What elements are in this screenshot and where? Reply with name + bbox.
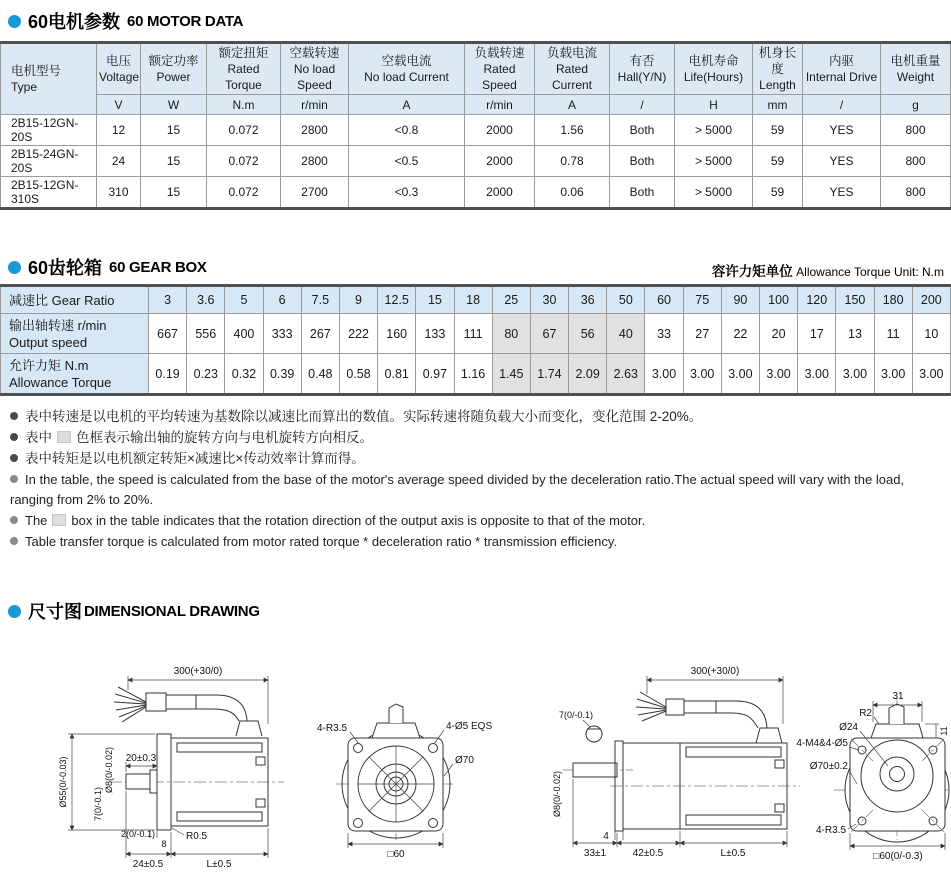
motor-cell: 2700 [281, 177, 349, 209]
gearbox-title-en: 60 GEAR BOX [109, 258, 207, 276]
motor-table-row [1, 146, 951, 177]
motor-unit-2: W [141, 95, 207, 115]
gearbox-cell: 0.48 [301, 354, 339, 395]
gearbox-title-zh: 60齿轮箱 [28, 258, 103, 278]
dim-flange-dia: Ø55(0/-0.03) [58, 756, 68, 808]
gearbox-cell: 0.19 [149, 354, 187, 395]
gearbox-cell: 60 [645, 286, 683, 314]
gearbox-cell: 25 [492, 286, 530, 314]
dim-shaft-len: 33±1 [583, 848, 607, 859]
motor-cell: YES [803, 115, 881, 146]
gearbox-cell: 3.00 [721, 354, 759, 395]
gearbox-cell: 22 [721, 314, 759, 354]
note-text: box in the table indicates that the rotation direction of the output axis is opposite to that of the motor. [71, 513, 646, 528]
motor-cell: 2800 [281, 115, 349, 146]
dim-holes: 4-M4&4-Ø5 [796, 738, 848, 749]
gearbox-row-label: 减速比 Gear Ratio [1, 286, 149, 314]
gearbox-cell: 10 [912, 314, 950, 354]
motor-unit-10: mm [753, 95, 803, 115]
motor-table-body [1, 115, 951, 209]
section-bullet-icon [8, 15, 21, 28]
gearbox-cell: 15 [416, 286, 454, 314]
note-bullet-icon [10, 475, 18, 483]
gearbox-cell: 3 [149, 286, 187, 314]
gearbox-cell: 120 [798, 286, 836, 314]
note-bullet-icon [10, 537, 18, 545]
gearbox-cell: 150 [836, 286, 874, 314]
dim-pilot-dia: Ø70±0.2 [809, 761, 848, 772]
motor-unit-6: r/min [465, 95, 535, 115]
note-text: The [25, 513, 48, 528]
dim-body-len: L±0.5 [720, 848, 746, 859]
dim-gearbox-len: 42±0.5 [632, 848, 664, 859]
motor-table-row [1, 177, 951, 209]
section-drawing-title [0, 598, 950, 624]
motor-cell: 1.56 [535, 115, 610, 146]
dim-step: 2(0/-0.1) [120, 829, 156, 839]
motor-col-4: 空载转速 No load Speed [281, 43, 349, 95]
gearbox-cell: 20 [760, 314, 798, 354]
dim-circle-dia: Ø70 [455, 755, 474, 766]
motor-unit-9: H [675, 95, 753, 115]
motor-unit-7: A [535, 95, 610, 115]
motor-unit-1: V [97, 95, 141, 115]
gearbox-cell: 333 [263, 314, 301, 354]
section-bullet-icon [8, 605, 21, 618]
motor-cell: 59 [753, 146, 803, 177]
motor-cell: 2000 [465, 115, 535, 146]
gearbox-cell: 11 [874, 314, 912, 354]
gearbox-row [1, 286, 951, 314]
note-text: Table transfer torque is calculated from motor rated torque * deceleration ratio * transmission efficiency. [25, 534, 618, 549]
dim-holes: 4-Ø5 EQS [446, 721, 493, 732]
motor-cell: 2B15-12GN-310S [1, 177, 97, 209]
gearbox-cell: 0.23 [187, 354, 225, 395]
gearbox-cell: 33 [645, 314, 683, 354]
note-bullet-icon [10, 433, 18, 441]
motor-table-head [1, 43, 951, 115]
torque-unit-note: 容许力矩单位 Allowance Torque Unit: N.m [711, 264, 944, 279]
dim-boss-len: 8 [161, 839, 167, 849]
motor-title-zh: 60电机参数 [28, 12, 121, 32]
gearbox-cell: 667 [149, 314, 187, 354]
dim-boss-radius: R2 [859, 708, 872, 719]
gearbox-cell: 100 [760, 286, 798, 314]
gearbox-table [0, 284, 951, 396]
motor-col-7: 负载电流 Rated Current [535, 43, 610, 95]
gearbox-cell: 111 [454, 314, 492, 354]
drawing-title-zh: 尺寸图 [28, 602, 82, 622]
motor-cell: 15 [141, 146, 207, 177]
note-line [10, 532, 950, 552]
motor-cell: 0.78 [535, 146, 610, 177]
motor-cell: 0.072 [207, 177, 281, 209]
dimensional-drawings [0, 624, 950, 881]
gearbox-cell: 75 [683, 286, 721, 314]
motor-col-2: 额定功率 Power [141, 43, 207, 95]
gearbox-cell: 30 [530, 286, 568, 314]
motor-cell: 0.06 [535, 177, 610, 209]
motor-cell: > 5000 [675, 177, 753, 209]
gearbox-cell: 2.63 [607, 354, 645, 395]
motor-col-3: 额定扭矩 Rated Torque [207, 43, 281, 95]
section-gearbox-title [0, 254, 207, 280]
dim-boss-width: 31 [892, 691, 904, 702]
motor-cell: 2B15-12GN-20S [1, 115, 97, 146]
motor-cell: 0.072 [207, 146, 281, 177]
note-bullet-icon [10, 412, 18, 420]
dim-cable-length: 300(+30/0) [690, 666, 740, 677]
note-text: 色框表示输出轴的旋转方向与电机旋转方向相反。 [76, 430, 373, 445]
note-text: 表中转速是以电机的平均转速为基数除以减速比而算出的数值。实际转速将随负载大小而变化，变化范围 2-20%。 [25, 409, 703, 424]
gearbox-cell: 6 [263, 286, 301, 314]
gearbox-cell: 5 [225, 286, 263, 314]
note-text: 表中转矩是以电机额定转矩×减速比×传动效率计算而得。 [25, 451, 365, 466]
dim-boss-dia: Ø24 [839, 722, 858, 733]
drawings-canvas [0, 624, 950, 876]
gearbox-row-label: 输出轴转速 r/min Output speed [1, 314, 149, 354]
dim-cable-length: 300(+30/0) [173, 666, 223, 677]
gearbox-cell: 56 [569, 314, 607, 354]
gearbox-cell: 267 [301, 314, 339, 354]
motor-col-6: 负载转速 Rated Speed [465, 43, 535, 95]
gearbox-cell: 200 [912, 286, 950, 314]
gearbox-cell: 2.09 [569, 354, 607, 395]
motor-cell: 59 [753, 115, 803, 146]
gearbox-cell: 0.39 [263, 354, 301, 395]
gearbox-cell: 0.81 [378, 354, 416, 395]
gearbox-table-body [1, 286, 951, 395]
motor-cell: Both [610, 115, 675, 146]
drawing-motor-front [317, 704, 492, 860]
note-text: In the table, the speed is calculated from the base of the motor's average speed divided by the deceleration ratio.The actual speed will vary with the load, ranging from 2% to 20%. [10, 472, 905, 507]
gearbox-cell: 222 [339, 314, 377, 354]
motor-col-8: 有否 Hall(Y/N) [610, 43, 675, 95]
gearbox-cell: 3.00 [874, 354, 912, 395]
gearbox-cell: 12.5 [378, 286, 416, 314]
motor-cell: 800 [881, 115, 951, 146]
gearbox-cell: 80 [492, 314, 530, 354]
dim-corner-radius: 4-R3.5 [815, 825, 846, 836]
motor-col-12: 电机重量 Weight [881, 43, 951, 95]
motor-cell: 2B15-24GN-20S [1, 146, 97, 177]
motor-col-10: 机身长度 Length [753, 43, 803, 95]
dim-shaft-len: 20±0.3 [125, 753, 157, 764]
motor-cell: <0.5 [349, 146, 465, 177]
gearbox-row-label: 允许力矩 N.m Allowance Torque [1, 354, 149, 395]
dim-fillet: R0.5 [186, 831, 208, 842]
gearbox-cell: 3.6 [187, 286, 225, 314]
motor-unit-3: N.m [207, 95, 281, 115]
gearbox-row [1, 314, 951, 354]
motor-cell: 800 [881, 146, 951, 177]
gearbox-cell: 0.58 [339, 354, 377, 395]
gearbox-cell: 3.00 [836, 354, 874, 395]
gearbox-cell: 7.5 [301, 286, 339, 314]
gray-box-swatch [52, 514, 66, 526]
gearbox-cell: 17 [798, 314, 836, 354]
note-line [10, 511, 950, 531]
motor-unit-12: g [881, 95, 951, 115]
note-line [10, 470, 950, 510]
dim-body-len: L±0.5 [206, 859, 232, 870]
dim-corner-radius: 4-R3.5 [316, 723, 347, 734]
motor-cell: 24 [97, 146, 141, 177]
motor-unit-8: / [610, 95, 675, 115]
motor-unit-11: / [803, 95, 881, 115]
gray-box-swatch [57, 431, 71, 443]
gearbox-cell: 1.45 [492, 354, 530, 395]
dim-shaft-dia: Ø8(0/-0.02) [552, 770, 562, 818]
motor-table-row [1, 115, 951, 146]
gearbox-cell: 556 [187, 314, 225, 354]
motor-cell: > 5000 [675, 115, 753, 146]
motor-cell: YES [803, 177, 881, 209]
motor-cell: 0.072 [207, 115, 281, 146]
gearbox-cell: 18 [454, 286, 492, 314]
gearbox-cell: 3.00 [683, 354, 721, 395]
motor-col-5: 空载电流 No load Current [349, 43, 465, 95]
section-motor-title [0, 8, 950, 34]
note-line [10, 449, 950, 469]
motor-col-9: 电机寿命 Life(Hours) [675, 43, 753, 95]
drawing-gear-side [552, 666, 800, 859]
gearbox-cell: 0.32 [225, 354, 263, 395]
gearbox-header-row [0, 254, 950, 280]
motor-cell: YES [803, 146, 881, 177]
gearbox-cell: 1.16 [454, 354, 492, 395]
motor-col-1: 电压 Voltage [97, 43, 141, 95]
gearbox-cell: 3.00 [645, 354, 683, 395]
motor-cell: 2000 [465, 177, 535, 209]
dim-plate: 4 [603, 831, 609, 842]
gearbox-cell: 13 [836, 314, 874, 354]
motor-cell: Both [610, 146, 675, 177]
drawing-gear-front [796, 691, 949, 862]
note-text: 表中 [25, 430, 52, 445]
note-bullet-icon [10, 454, 18, 462]
gearbox-cell: 40 [607, 314, 645, 354]
dim-square: □60 [387, 849, 405, 860]
motor-unit-4: r/min [281, 95, 349, 115]
gearbox-cell: 180 [874, 286, 912, 314]
gearbox-cell: 27 [683, 314, 721, 354]
gearbox-cell: 90 [721, 286, 759, 314]
motor-cell: <0.8 [349, 115, 465, 146]
gearbox-row [1, 354, 951, 395]
datasheet-page [0, 8, 950, 870]
gearbox-cell: 400 [225, 314, 263, 354]
drawing-motor-side [58, 666, 284, 870]
section-bullet-icon [8, 261, 21, 274]
dim-key-flat: 7(0/-0.1) [558, 710, 594, 720]
motor-cell: 15 [141, 177, 207, 209]
motor-col-type: 电机型号 Type [1, 43, 97, 115]
motor-unit-5: A [349, 95, 465, 115]
gearbox-cell: 1.74 [530, 354, 568, 395]
motor-cell: 15 [141, 115, 207, 146]
motor-data-table [0, 41, 951, 210]
gearbox-cell: 0.97 [416, 354, 454, 395]
gearbox-cell: 3.00 [798, 354, 836, 395]
motor-col-11: 内驱 Internal Drive [803, 43, 881, 95]
dim-front-len: 24±0.5 [132, 859, 164, 870]
motor-cell: <0.3 [349, 177, 465, 209]
gearbox-cell: 67 [530, 314, 568, 354]
notes-list [0, 407, 950, 552]
dim-shaft-dia: Ø8(0/-0.02) [104, 746, 114, 794]
drawing-title-en: DIMENSIONAL DRAWING [84, 602, 260, 620]
note-bullet-icon [10, 516, 18, 524]
gearbox-cell: 3.00 [760, 354, 798, 395]
motor-cell: 12 [97, 115, 141, 146]
gearbox-cell: 3.00 [912, 354, 950, 395]
motor-cell: Both [610, 177, 675, 209]
dim-boss-height: 11 [939, 726, 949, 736]
motor-title-en: 60 MOTOR DATA [127, 12, 244, 30]
motor-cell: 310 [97, 177, 141, 209]
gearbox-cell: 9 [339, 286, 377, 314]
dim-square: □60(0/-0.3) [873, 851, 923, 862]
gearbox-cell: 133 [416, 314, 454, 354]
gearbox-cell: 50 [607, 286, 645, 314]
gearbox-cell: 36 [569, 286, 607, 314]
dim-key-flat: 7(0/-0.1) [93, 786, 103, 822]
motor-cell: 2800 [281, 146, 349, 177]
motor-cell: > 5000 [675, 146, 753, 177]
note-line [10, 428, 950, 448]
motor-cell: 800 [881, 177, 951, 209]
gearbox-cell: 160 [378, 314, 416, 354]
motor-cell: 59 [753, 177, 803, 209]
motor-cell: 2000 [465, 146, 535, 177]
note-line [10, 407, 950, 427]
